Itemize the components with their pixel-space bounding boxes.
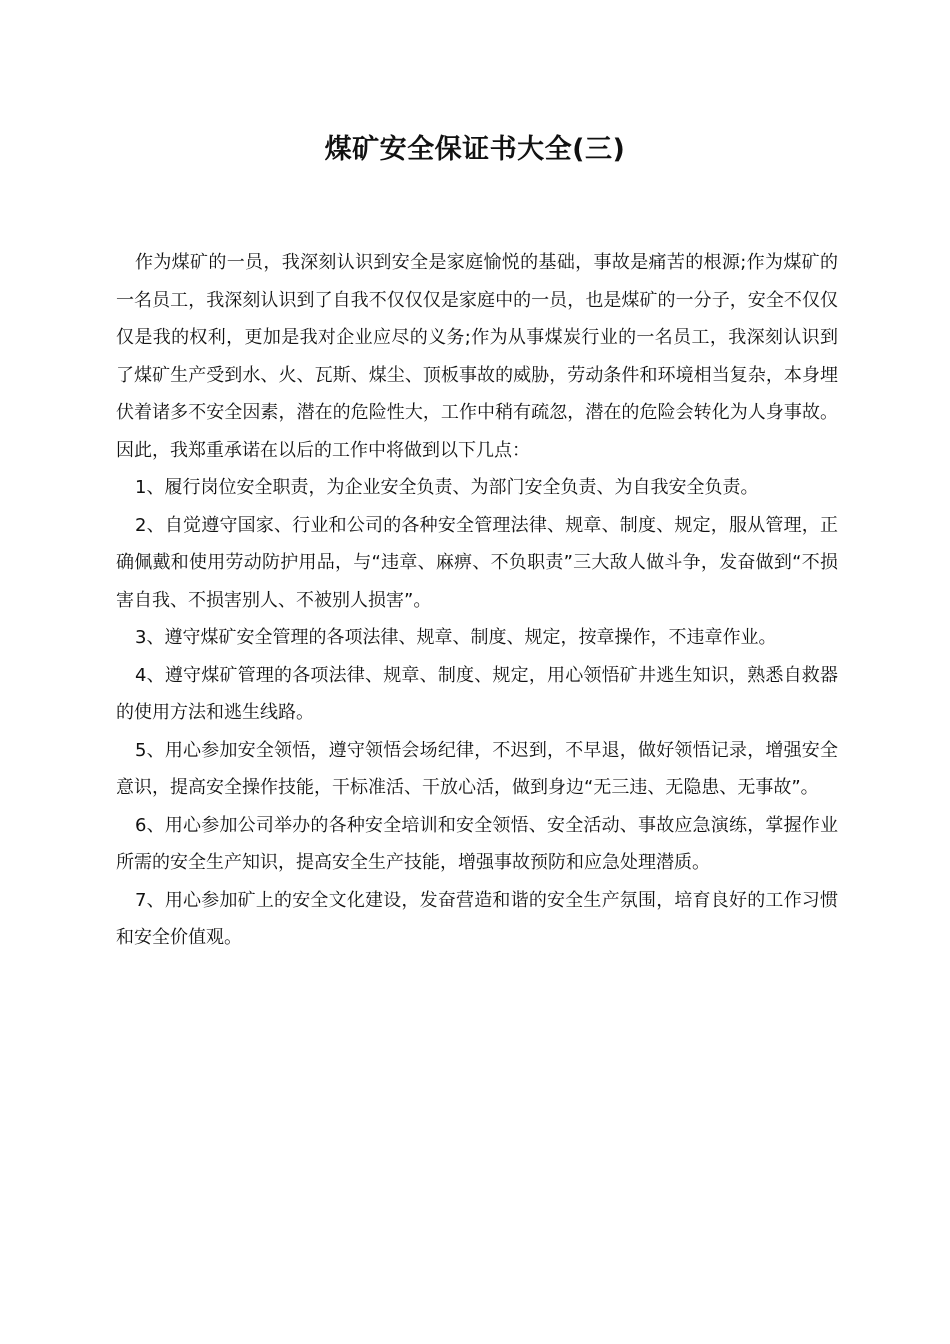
paragraph-intro: 作为煤矿的一员，我深刻认识到安全是家庭愉悦的基础，事故是痛苦的根源;作为煤矿的一名员工，我深刻认识到了自我不仅仅仅是家庭中的一员，也是煤矿的一分子，安全不仅仅仅是我的权利，更加是我对企业应尽的义务;作为从事煤炭行业的一名员工，我深刻认识到了煤矿生产受到水、火、瓦斯、煤尘、顶板事故的威胁，劳动条件和环境相当复杂，本身埋伏着诸多不安全因素，潜在的危险性大，工作中稍有疏忽，潜在的危险会转化为人身事故。因此，我郑重承诺在以后的工作中将做到以下几点： — [116, 252, 838, 461]
document-body — [116, 244, 838, 957]
paragraph-item-1: 1、履行岗位安全职责，为企业安全负责、为部门安全负责、为自我安全负责。 — [135, 477, 759, 498]
page-title: 煤矿安全保证书大全(三) — [324, 134, 626, 165]
paragraph-item-6: 6、用心参加公司举办的各种安全培训和安全领悟、安全活动、事故应急演练，掌握作业所需的安全生产知识，提高安全生产技能，增强事故预防和应急处理潜质。 — [116, 814, 838, 873]
paragraph-item-7: 7、用心参加矿上的安全文化建设，发奋营造和谐的安全生产氛围，培育良好的工作习惯和安全价值观。 — [116, 889, 838, 948]
paragraph-item-3: 3、遵守煤矿安全管理的各项法律、规章、制度、规定，按章操作，不违章作业。 — [135, 627, 777, 648]
paragraph-item-4: 4、遵守煤矿管理的各项法律、规章、制度、规定，用心领悟矿井逃生知识，熟悉自救器的使用方法和逃生线路。 — [116, 664, 838, 723]
paragraph-item-2: 2、自觉遵守国家、行业和公司的各种安全管理法律、规章、制度、规定，服从管理，正确佩戴和使用劳动防护用品，与“违章、麻痹、不负职责”三大敌人做斗争，发奋做到“不损害自我、不损害别人、不被别人损害”。 — [116, 514, 838, 611]
paragraph-item-5: 5、用心参加安全领悟，遵守领悟会场纪律，不迟到，不早退，做好领悟记录，增强安全意识，提高安全操作技能，干标准活、干放心活，做到身边“无三违、无隐患、无事故”。 — [116, 739, 838, 798]
